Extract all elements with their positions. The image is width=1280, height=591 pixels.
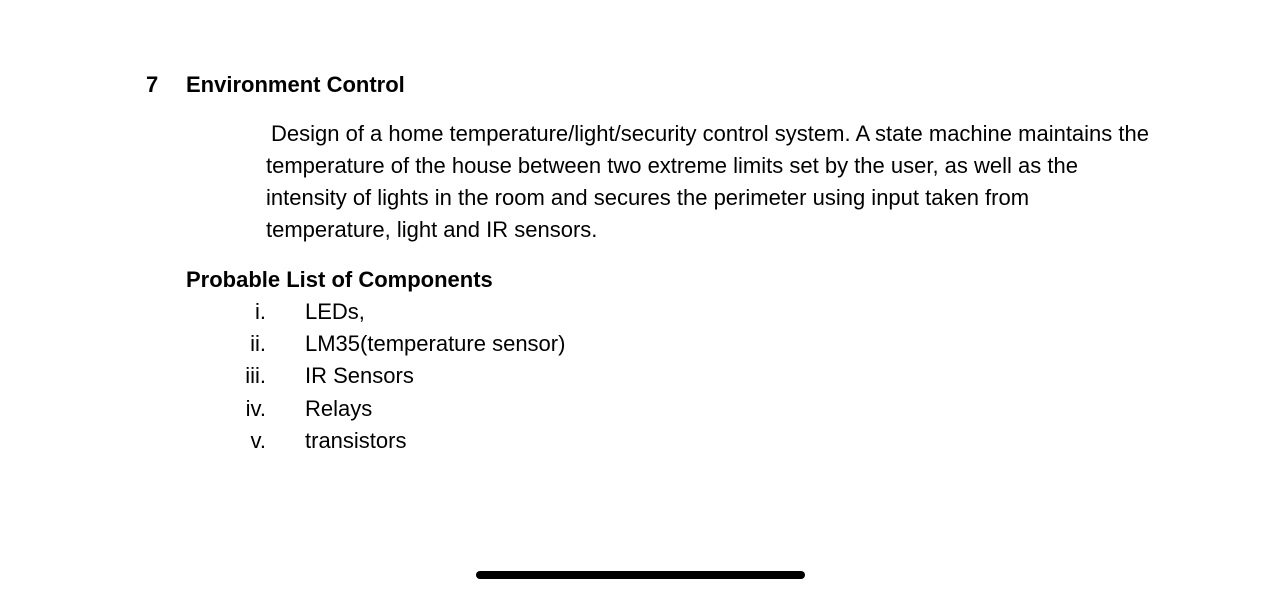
list-item — [186, 425, 565, 457]
section-title: Environment Control — [186, 72, 405, 97]
section-description: Design of a home temperature/light/security control system. A state machine maintains the temperature of the house between two extreme limits set by the user, as well as the intensity of lights in the room and secures the perimeter using input taken from temperature, light and IR sensors. — [266, 121, 1149, 242]
list-item-marker: i. — [255, 299, 266, 324]
list-item-text: LM35(temperature sensor) — [305, 331, 566, 357]
components-heading: Probable List of Components — [186, 267, 493, 292]
list-item — [186, 296, 565, 328]
list-item-text: LEDs, — [305, 299, 365, 324]
home-indicator-bar[interactable] — [476, 571, 805, 579]
list-item-text: Relays — [305, 395, 373, 421]
section-number: 7 — [146, 72, 159, 97]
list-item-marker: iv. — [245, 395, 266, 421]
list-item-marker: v. — [250, 427, 266, 453]
list-item-text: IR Sensors — [305, 363, 414, 389]
component-list — [186, 296, 565, 457]
list-item-marker: ii. — [250, 331, 266, 357]
list-item-marker: iii. — [245, 363, 266, 389]
section-heading — [146, 70, 405, 100]
list-item — [186, 393, 565, 425]
list-item — [186, 328, 565, 360]
list-item-text: transistors — [305, 427, 407, 453]
list-item — [186, 360, 565, 392]
